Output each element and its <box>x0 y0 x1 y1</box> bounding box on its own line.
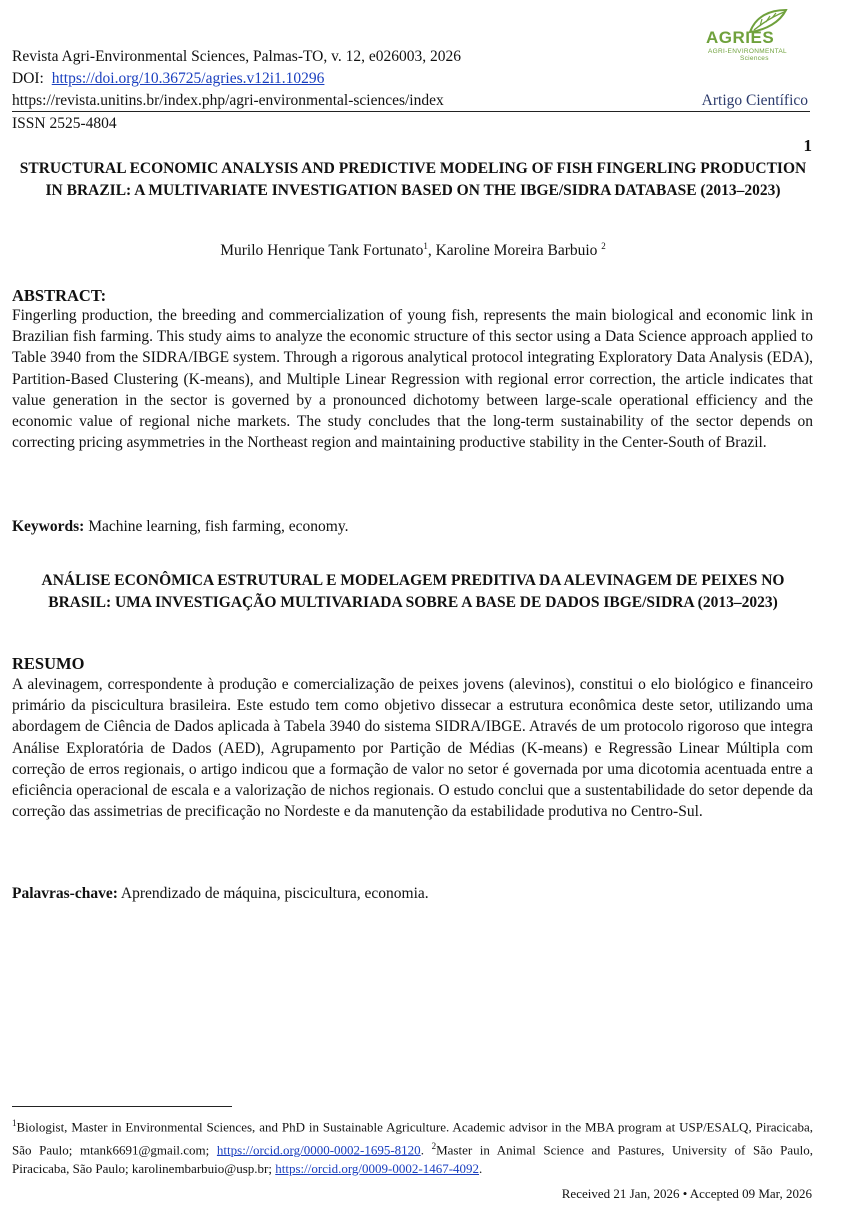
journal-logo <box>700 6 810 68</box>
palavras-chave-line <box>12 885 429 903</box>
article-type: Artigo Científico <box>701 92 808 109</box>
author-2: Karoline Moreira Barbuio <box>435 242 598 260</box>
keywords-label: Keywords: <box>12 518 85 535</box>
orcid-link-2[interactable]: https://orcid.org/0009-0002-1467-4092 <box>275 1160 480 1176</box>
doi-link[interactable]: https://doi.org/10.36725/agries.v12i1.10296 <box>51 70 325 87</box>
footnote-rule <box>12 1106 232 1107</box>
paper-title-english: STRUCTURAL ECONOMIC ANALYSIS AND PREDICTIVE MODELING OF FISH FINGERLING PRODUCTION IN BRAZIL: A MULTIVARIATE INVESTIGATION BASED ON THE IBGE/SIDRA DATABASE (2013–2023) <box>19 160 807 199</box>
journal-url[interactable]: https://revista.unitins.br/index.php/agri-environmental-sciences/index <box>12 92 444 109</box>
journal-citation: Revista Agri-Environmental Sciences, Palmas-TO, v. 12, e026003, 2026 <box>12 48 461 65</box>
paper-title-portuguese: ANÁLISE ECONÔMICA ESTRUTURAL E MODELAGEM PREDITIVA DA ALEVINAGEM DE PEIXES NO BRASIL: UMA INVESTIGAÇÃO MULTIVARIADA SOBRE A BASE DE DADOS IBGE/SIDRA (2013–2023) <box>41 572 785 611</box>
footnote-marker-2: 2 <box>431 1140 437 1151</box>
keywords-line <box>12 518 348 536</box>
footnote <box>12 1114 813 1178</box>
issn: ISSN 2525-4804 <box>12 115 117 132</box>
authors <box>10 241 816 260</box>
keywords: Machine learning, fish farming, economy. <box>88 518 349 535</box>
palavras-chave: Aprendizado de máquina, piscicultura, economia. <box>120 885 429 902</box>
doi-line <box>12 68 324 90</box>
doi-label: DOI: <box>12 70 44 87</box>
resumo-body: A alevinagem, correspondente à produção e comercialização de peixes jovens (alevinos), constitui o elo biológico e financeiro primário da piscicultura brasileira. Este estudo tem como objetivo dissecar a estrutura econômica deste setor, utilizando uma abordagem de Ciência de Dados aplicada à Tabela 3940 do sistema SIDRA/IBGE. Através de um protocolo rigoroso que integra Análise Exploratória de Dados (AED), Agrupamento por Partição de Médias (K-means) e Regressão Linear Múltipla com correção de erros regionais, o artigo indicou que a formação de valor no setor é governada por uma dicotomia acentuada entre a eficiência operacional de escala e a valorização de nichos regionais. O estudo conclui que a sustentabilidade do setor depende da correção das assimetrias de precificação no Nordeste e da manutenção da estabilidade produtiva no Centro-Sul. <box>12 676 813 821</box>
resumo-heading: RESUMO <box>12 654 85 673</box>
received-accepted-dates: Received 21 Jan, 2026 • Accepted 09 Mar, 2026 <box>561 1186 812 1201</box>
abstract-heading: ABSTRACT: <box>12 286 107 305</box>
page-number: 1 <box>803 136 812 155</box>
footnote-text-1: Biologist, Master in Environmental Sciences, and PhD in Sustainable Agriculture. Academic advisor in the MBA program at USP/ESALQ, Piracicaba, São Paulo; mtank6691@gmail.com; <box>12 1119 813 1158</box>
palavras-chave-label: Palavras-chave: <box>12 885 118 902</box>
logo-wordmark: AGRIES <box>706 28 775 47</box>
author-2-affiliation: 2 <box>601 241 606 251</box>
author-separator: , <box>427 242 436 260</box>
footnote-text-1-end: . <box>420 1142 432 1158</box>
logo-subtitle: AGRI-ENVIRONMENTAL <box>708 48 787 55</box>
author-1-affiliation: 1 <box>423 241 428 251</box>
footnote-text-2-end: . <box>479 1160 483 1176</box>
author-1: Murilo Henrique Tank Fortunato <box>220 242 424 260</box>
header-rule <box>12 111 810 112</box>
footnote-text-2: Master in Animal Science and Pastures, University of São Paulo, Piracicaba, São Paulo; karolinembarbuio@usp.br; <box>12 1142 813 1176</box>
abstract-body: Fingerling production, the breeding and commercialization of young fish, represents the main biological and economic link in Brazilian fish farming. This study aims to analyze the economic structure of this sector using a Data Science approach applied to Table 3940 from the SIDRA/IBGE system. Through a rigorous analytical protocol integrating Exploratory Data Analysis (EDA), Partition-Based Clustering (K-means), and Multiple Linear Regression with regional error correction, the article indicates that value generation in the sector is governed by a pronounced dichotomy between large-scale operational efficiency and the economic value of regional niche markets. The study concludes that the long-term sustainability of the sector depends on correcting pricing asymmetries in the Northeast region and maintaining productive stability in the Center-South of Brazil. <box>12 307 813 452</box>
footnote-marker-1: 1 <box>12 1118 17 1128</box>
logo-subtitle-2: Sciences <box>740 55 769 62</box>
orcid-link-1[interactable]: https://orcid.org/0000-0002-1695-8120 <box>216 1142 421 1158</box>
